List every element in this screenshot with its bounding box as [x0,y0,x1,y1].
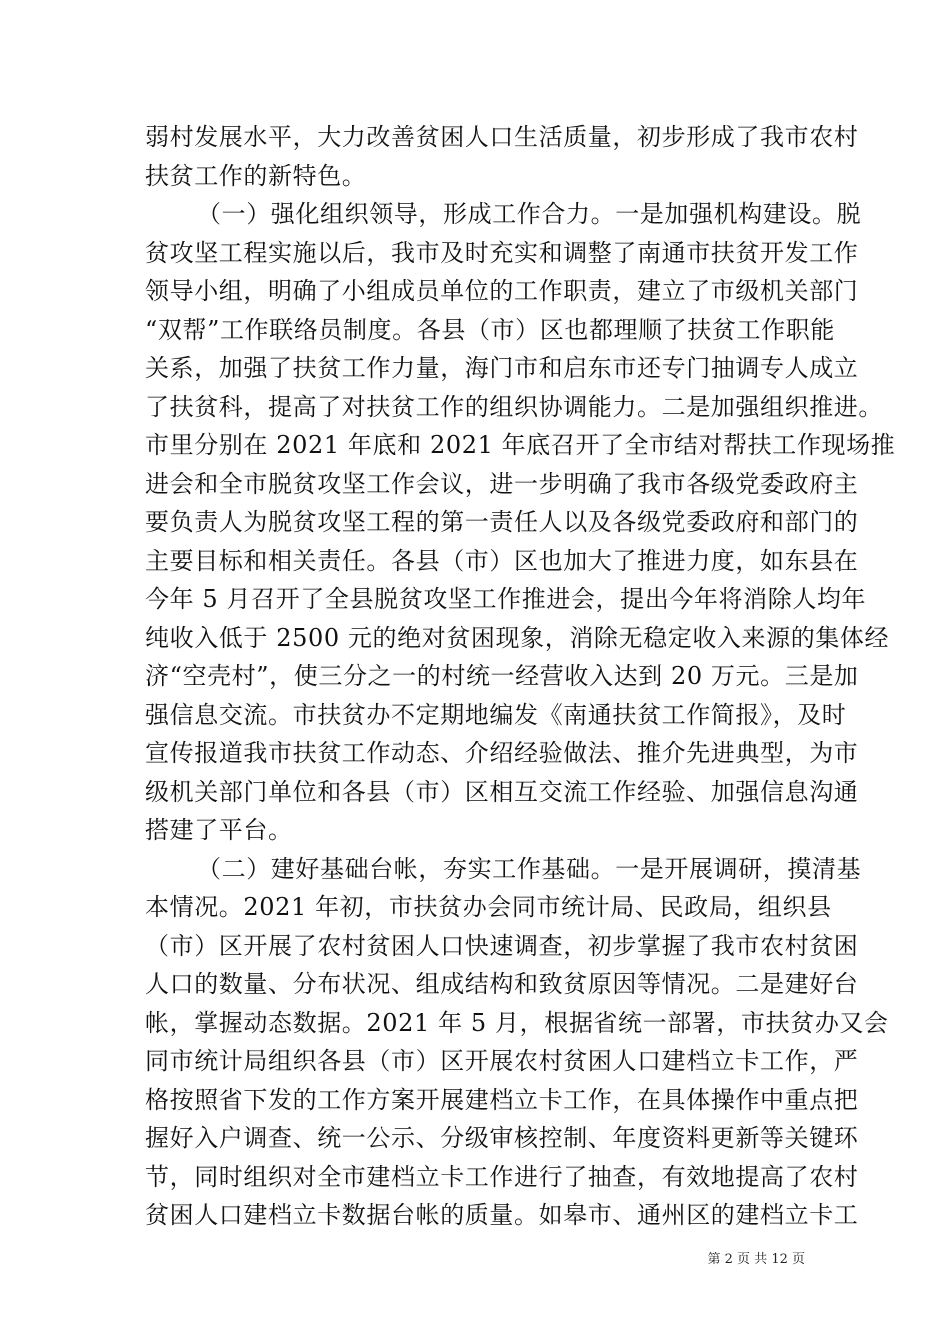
text-line: 帐，掌握动态数据。2021 年 5 月，根据省统一部署，市扶贫办又会 [145,1008,889,1037]
text-line: 强信息交流。市扶贫办不定期地编发《南通扶贫工作简报》，及时 [145,700,847,729]
page-number: 第 2 页 共 12 页 [707,1252,805,1267]
text-line: （市）区开展了农村贫困人口快速调查，初步掌握了我市农村贫困 [145,931,859,960]
text-line: 弱村发展水平，大力改善贫困人口生活质量，初步形成了我市农村 [145,123,859,151]
text-line: 要负责人为脱贫攻坚工程的第一责任人以及各级党委政府和部门的 [145,508,859,536]
text-line: 人口的数量、分布状况、组成结构和致贫原因等情况。二是建好台 [145,970,859,998]
text-line: 握好入户调查、统一公示、分级审核控制、年度资料更新等关键环 [145,1124,859,1152]
text-line: 济“空壳村”，使三分之一的村统一经营收入达到 20 万元。三是加 [145,662,859,690]
text-line: 格按照省下发的工作方案开展建档立卡工作，在具体操作中重点把 [145,1085,859,1114]
paragraph-heading-2: （二）建好基础台帐，夯实工作基础。一是开展调研，摸清基 [197,854,862,883]
text-line: 搭建了平台。 [145,816,293,844]
text-line: 扶贫工作的新特色。 [145,161,367,190]
paragraph-heading-1: （一）强化组织领导，形成工作合力。一是加强机构建设。脱 [197,200,862,228]
text-line: 宣传报道我市扶贫工作动态、介绍经验做法、推介先进典型，为市 [145,739,859,767]
text-line: 贫困人口建档立卡数据台帐的质量。如皋市、通州区的建档立卡工 [145,1201,859,1229]
text-line: “双帮”工作联络员制度。各县（市）区也都理顺了扶贫工作职能 [145,315,835,344]
text-line: 贫攻坚工程实施以后，我市及时充实和调整了南通市扶贫开发工作 [145,238,859,267]
text-line: 了扶贫科，提高了对扶贫工作的组织协调能力。二是加强组织推进。 [145,392,883,421]
text-line: 节，同时组织对全市建档立卡工作进行了抽查，有效地提高了农村 [145,1162,859,1191]
text-line: 本情况。2021 年初，市扶贫办会同市统计局、民政局，组织县 [145,893,832,921]
text-line: 同市统计局组织各县（市）区开展农村贫困人口建档立卡工作，严 [145,1047,859,1075]
body-text [145,118,896,1235]
text-line: 主要目标和相关责任。各县（市）区也加大了推进力度，如东县在 [145,546,859,575]
text-line: 级机关部门单位和各县（市）区相互交流工作经验、加强信息沟通 [145,777,859,806]
text-line: 市里分别在 2021 年底和 2021 年底召开了全市结对帮扶工作现场推 [145,431,896,459]
text-line: 领导小组，明确了小组成员单位的工作职责，建立了市级机关部门 [145,277,859,305]
text-line: 进会和全市脱贫攻坚工作会议，进一步明确了我市各级党委政府主 [145,469,859,498]
text-line: 纯收入低于 2500 元的绝对贫困现象，消除无稳定收入来源的集体经 [145,623,890,652]
text-line: 关系，加强了扶贫工作力量，海门市和启东市还专门抽调专人成立 [145,354,859,382]
text-line: 今年 5 月召开了全县脱贫攻坚工作推进会，提出今年将消除人均年 [145,585,867,613]
